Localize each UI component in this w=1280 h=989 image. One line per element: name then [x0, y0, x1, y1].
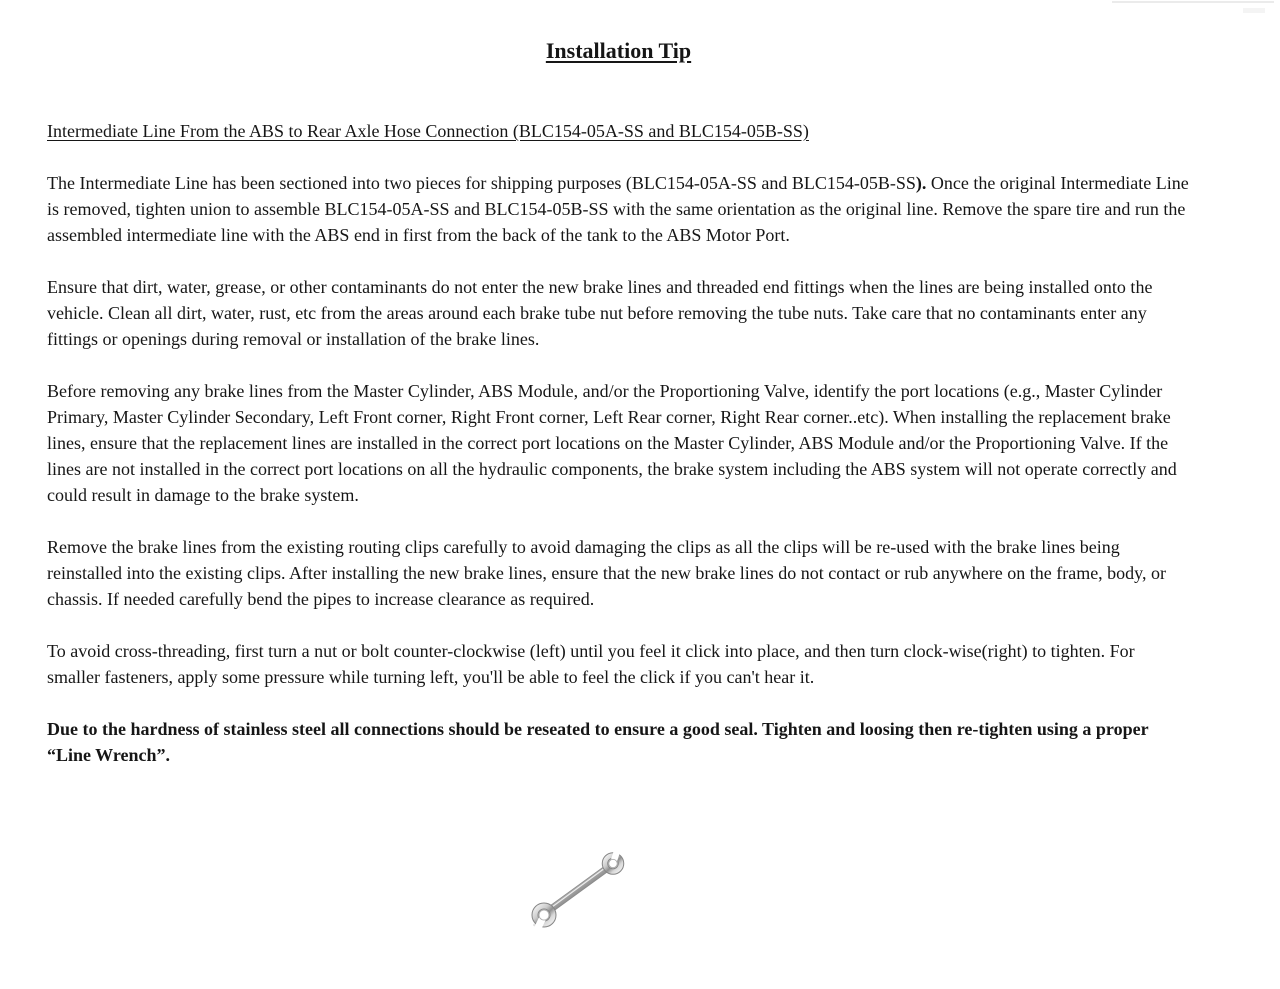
scan-artifact-smudge: [1243, 8, 1265, 13]
paragraph: [47, 716, 1189, 768]
paragraph: [47, 170, 1189, 248]
bold-text-segment: Due to the hardness of stainless steel all connections should be reseated to ensure a good seal. Tighten and loosing then re-tighten using a proper “Line Wrench”.: [47, 719, 1149, 765]
paragraph: [47, 378, 1189, 508]
paragraphs-container: [47, 170, 1190, 768]
paragraph: [47, 534, 1189, 612]
scan-artifact-line: [1112, 1, 1274, 3]
text-segment: To avoid cross-threading, first turn a nut or bolt counter-clockwise (left) until you feel it click into place, and then turn clock-wise(right) to tighten. For smaller fasteners, apply some pressure while turning left, you'll be able to feel the click if you can't hear it.: [47, 641, 1135, 687]
section-heading: Intermediate Line From the ABS to Rear Axle Hose Connection (BLC154-05A-SS and BLC154-05B-SS): [47, 121, 809, 141]
document-title: Installation Tip: [545, 38, 692, 63]
paragraph: [47, 638, 1189, 690]
text-segment: Once the original Intermediate Line is removed, tighten union to assemble BLC154-05A-SS and BLC154-05B-SS with the same orientation as the original line. Remove the spare tire and run the assembled intermediate line with the ABS end in first from the back of the tank to the ABS Motor Port.: [47, 173, 1189, 245]
text-segment: Ensure that dirt, water, grease, or other contaminants do not enter the new brake lines and threaded end fittings when the lines are being installed onto the vehicle. Clean all dirt, water, rust, etc from the areas around each brake tube nut before removing the tube nuts. Take care that no contaminants enter any fittings or openings during removal or installation of the brake lines.: [47, 277, 1153, 349]
line-wrench-icon: [527, 851, 627, 929]
text-segment: Before removing any brake lines from the Master Cylinder, ABS Module, and/or the Proportioning Valve, identify the port locations (e.g., Master Cylinder Primary, Master Cylinder Secondary, Left Front corner, Right Front corner, Left Rear corner, Right Rear corner..etc). When installing the replacement brake lines, ensure that the replacement lines are installed in the correct port locations on the Master Cylinder, ABS Module and/or the Proportioning Valve. If the lines are not installed in the correct port locations on all the hydraulic components, the brake system including the ABS system will not operate correctly and could result in damage to the brake system.: [47, 381, 1177, 505]
text-segment: The Intermediate Line has been sectioned into two pieces for shipping purposes (BLC154-05A-SS and BLC154-05B-SS: [47, 173, 916, 193]
bold-text-segment: ).: [915, 173, 927, 193]
text-segment: Remove the brake lines from the existing routing clips carefully to avoid damaging the clips as all the clips will be re-used with the brake lines being reinstalled into the existing clips. After installing the new brake lines, ensure that the new brake lines do not contact or rub anywhere on the frame, body, or chassis. If needed carefully bend the pipes to increase clearance as required.: [47, 537, 1167, 609]
paragraph: [47, 274, 1189, 352]
